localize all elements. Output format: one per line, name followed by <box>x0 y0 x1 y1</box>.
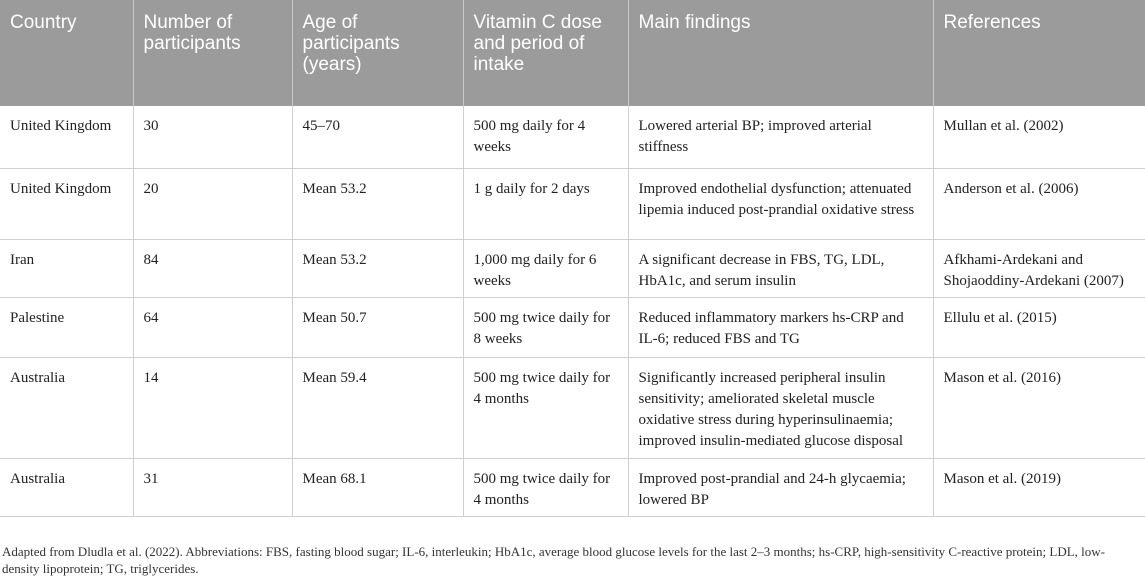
cell-dose: 500 mg twice daily for 4 months <box>463 357 628 458</box>
cell-age: Mean 53.2 <box>292 168 463 239</box>
cell-dose: 1,000 mg daily for 6 weeks <box>463 239 628 297</box>
cell-dose: 500 mg twice daily for 8 weeks <box>463 297 628 357</box>
table-row <box>0 357 1145 458</box>
cell-reference: Anderson et al. (2006) <box>933 168 1145 239</box>
cell-findings: A significant decrease in FBS, TG, LDL, HbA1c, and serum insulin <box>628 239 933 297</box>
cell-reference: Afkhami-Ardekani and Shojaoddiny-Ardekani (2007) <box>933 239 1145 297</box>
header-number-of-participants: Number of participants <box>133 0 292 106</box>
cell-country: Iran <box>0 239 133 297</box>
cell-country: Australia <box>0 357 133 458</box>
cell-findings: Significantly increased peripheral insulin sensitivity; ameliorated skeletal muscle oxidative stress during hyperinsulinaemia; improved insulin-mediated glucose disposal <box>628 357 933 458</box>
cell-age: Mean 53.2 <box>292 239 463 297</box>
cell-participants: 30 <box>133 106 292 168</box>
table-row <box>0 297 1145 357</box>
cell-participants: 14 <box>133 357 292 458</box>
header-vitamin-c-dose: Vitamin C dose and period of intake <box>463 0 628 106</box>
table-row <box>0 458 1145 516</box>
table-header-row <box>0 0 1145 106</box>
header-age-of-participants: Age of participants (years) <box>292 0 463 106</box>
table-row <box>0 168 1145 239</box>
cell-participants: 31 <box>133 458 292 516</box>
header-main-findings: Main findings <box>628 0 933 106</box>
cell-findings: Lowered arterial BP; improved arterial stiffness <box>628 106 933 168</box>
cell-age: 45–70 <box>292 106 463 168</box>
cell-age: Mean 59.4 <box>292 357 463 458</box>
cell-age: Mean 50.7 <box>292 297 463 357</box>
header-references: References <box>933 0 1145 106</box>
cell-participants: 64 <box>133 297 292 357</box>
cell-reference: Mullan et al. (2002) <box>933 106 1145 168</box>
header-country: Country <box>0 0 133 106</box>
cell-country: Palestine <box>0 297 133 357</box>
cell-dose: 1 g daily for 2 days <box>463 168 628 239</box>
cell-reference: Mason et al. (2016) <box>933 357 1145 458</box>
cell-dose: 500 mg twice daily for 4 months <box>463 458 628 516</box>
cell-findings: Improved endothelial dysfunction; attenuated lipemia induced post-prandial oxidative stress <box>628 168 933 239</box>
table-row <box>0 239 1145 297</box>
cell-country: United Kingdom <box>0 168 133 239</box>
cell-dose: 500 mg daily for 4 weeks <box>463 106 628 168</box>
cell-country: United Kingdom <box>0 106 133 168</box>
table-footnote: Adapted from Dludla et al. (2022). Abbreviations: FBS, fasting blood sugar; IL-6, interleukin; HbA1c, average blood glucose levels for the last 2–3 months; hs-CRP, high-sensitivity C-reactive protein; LDL, low-density lipoprotein; TG, triglycerides. <box>2 544 1105 576</box>
cell-participants: 20 <box>133 168 292 239</box>
table-row <box>0 106 1145 168</box>
cell-findings: Improved post-prandial and 24-h glycaemia; lowered BP <box>628 458 933 516</box>
cell-country: Australia <box>0 458 133 516</box>
cell-participants: 84 <box>133 239 292 297</box>
cell-age: Mean 68.1 <box>292 458 463 516</box>
cell-reference: Ellulu et al. (2015) <box>933 297 1145 357</box>
cell-reference: Mason et al. (2019) <box>933 458 1145 516</box>
cell-findings: Reduced inflammatory markers hs-CRP and IL-6; reduced FBS and TG <box>628 297 933 357</box>
